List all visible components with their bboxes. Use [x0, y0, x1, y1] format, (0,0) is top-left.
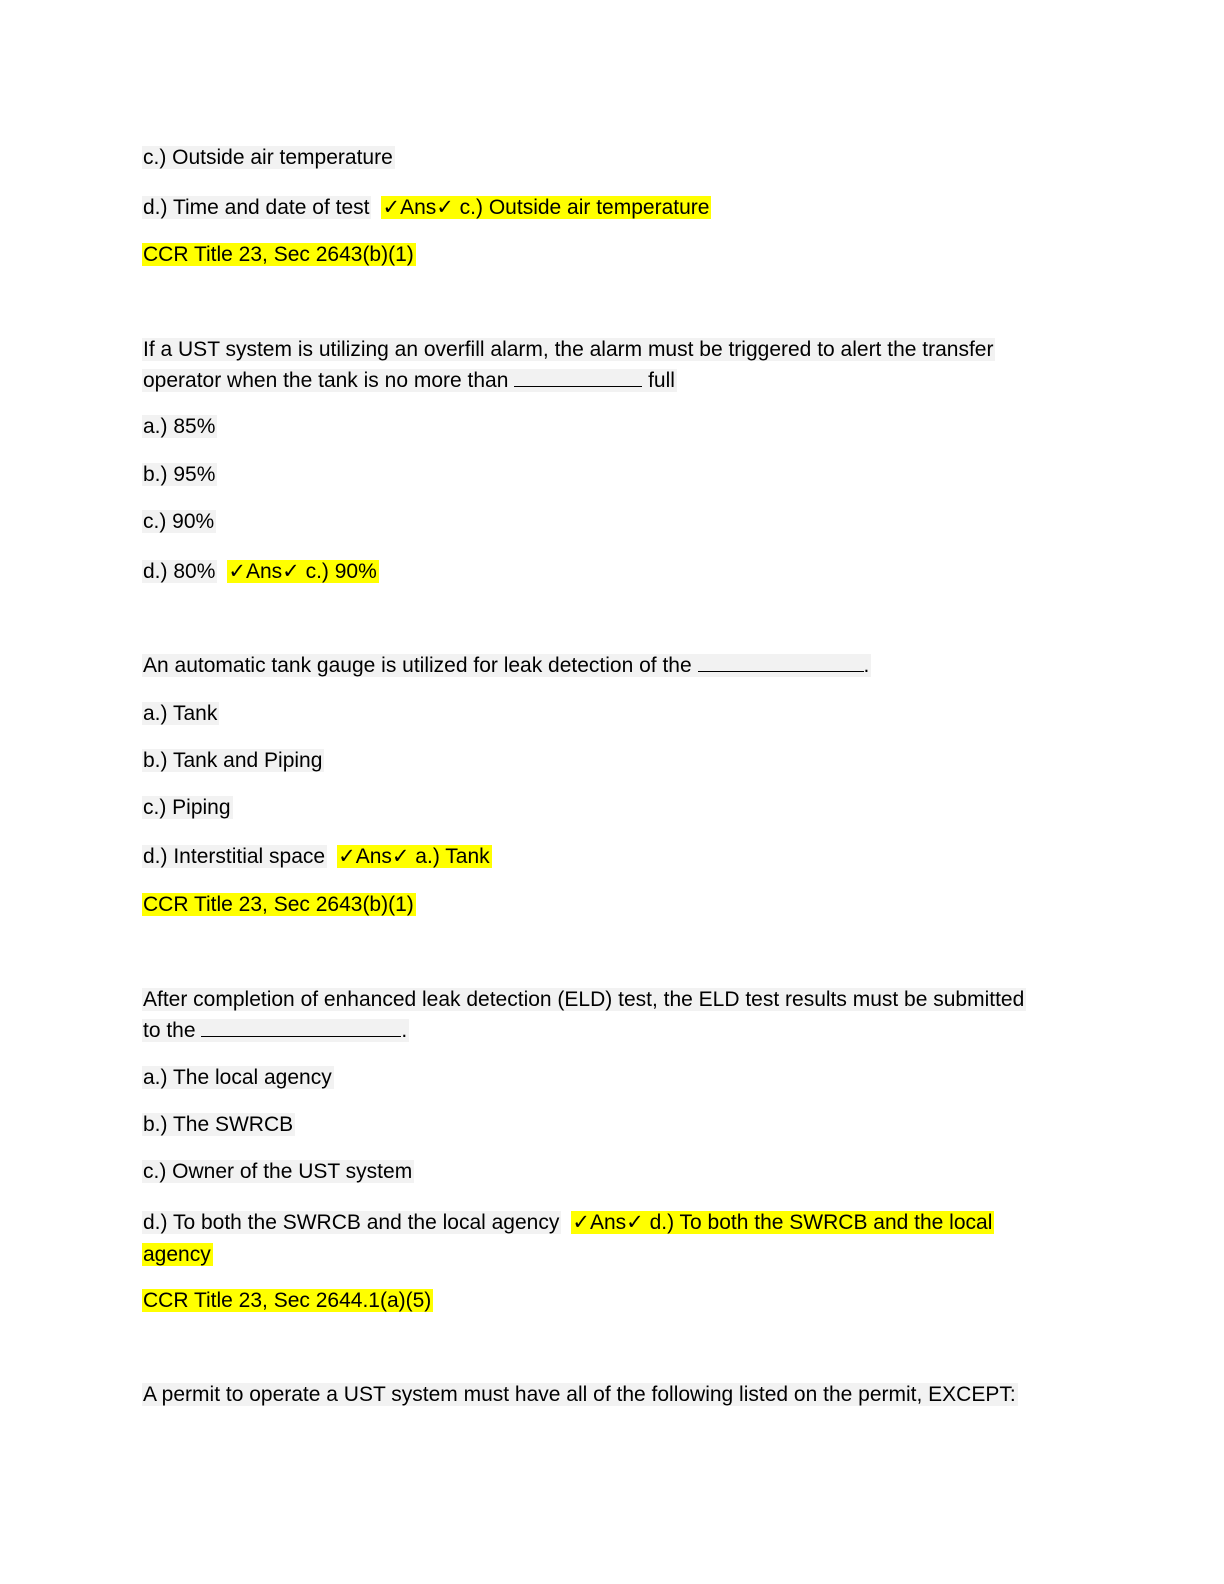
- q2-answer: ✓Ans✓ c.) 90%: [228, 560, 377, 583]
- q4-answer-line2: agency: [143, 1243, 211, 1266]
- q2-option-b: [142, 459, 217, 491]
- q4-option-c: [142, 1156, 414, 1188]
- q3-option-b-text: b.) Tank and Piping: [143, 749, 323, 772]
- q3-answer: ✓Ans✓ a.) Tank: [338, 845, 490, 868]
- q4-option-b-text: b.) The SWRCB: [143, 1113, 294, 1136]
- q3-option-c-text: c.) Piping: [143, 796, 231, 819]
- q5-question-text: A permit to operate a UST system must have all of the following listed on the permit, EXCEPT:: [143, 1383, 1016, 1406]
- q4-question-line1: [142, 984, 1026, 1016]
- q2-option-b-text: b.) 95%: [143, 463, 216, 486]
- q2-option-c: [142, 506, 216, 538]
- q2-option-a: [142, 411, 217, 443]
- q2-option-c-text: c.) 90%: [143, 510, 215, 533]
- q3-reference-row: [142, 889, 416, 921]
- q3-option-a: [142, 698, 219, 730]
- q4-question-text-2: to the: [143, 1019, 196, 1042]
- q3-question-text-2: .: [863, 654, 870, 677]
- q3-option-a-text: a.) Tank: [143, 702, 218, 725]
- q4-option-a: [142, 1062, 334, 1094]
- q4-answer-blank: [201, 1018, 401, 1037]
- q4-option-c-text: c.) Owner of the UST system: [143, 1160, 413, 1183]
- q3-option-d-row: [142, 841, 492, 873]
- q3-reference: CCR Title 23, Sec 2643(b)(1): [143, 893, 414, 916]
- q4-option-a-text: a.) The local agency: [143, 1066, 332, 1089]
- q4-answer-line1: ✓Ans✓ d.) To both the SWRCB and the local: [572, 1211, 993, 1234]
- q4-question-line2: [142, 1015, 409, 1047]
- q2-question-text-3: full: [648, 369, 675, 392]
- q2-option-d-text: d.) 80%: [143, 560, 216, 583]
- q2-option-d-row: [142, 556, 379, 588]
- q4-answer-line2-row: [142, 1239, 213, 1271]
- q2-answer-blank: [514, 368, 642, 387]
- q5-question-line: [142, 1379, 1018, 1411]
- q4-question-text-1: After completion of enhanced leak detection (ELD) test, the ELD test results must be submitted: [143, 988, 1025, 1011]
- q1-option-d-row: [142, 192, 711, 224]
- q2-question-text-2: operator when the tank is no more than: [143, 369, 509, 392]
- q1-option-c-text: c.) Outside air temperature: [143, 146, 393, 169]
- q1-option-c: [142, 142, 395, 174]
- q2-question-text-1: If a UST system is utilizing an overfill alarm, the alarm must be triggered to alert the transfer: [143, 338, 994, 361]
- q4-option-d-text: d.) To both the SWRCB and the local agency: [143, 1211, 560, 1234]
- q4-question-text-3: .: [401, 1019, 408, 1042]
- q3-answer-blank: [698, 653, 864, 672]
- q3-question-text-1: An automatic tank gauge is utilized for leak detection of the: [143, 654, 692, 677]
- q4-reference-row: [142, 1285, 433, 1317]
- q4-option-d-row: [142, 1207, 994, 1239]
- q1-reference-row: [142, 239, 416, 271]
- q3-option-c: [142, 792, 233, 824]
- q3-question-line: [142, 650, 871, 682]
- q4-reference: CCR Title 23, Sec 2644.1(a)(5): [143, 1289, 432, 1312]
- q2-question-line1: [142, 334, 995, 366]
- q2-question-line2: [142, 365, 677, 397]
- q3-option-b: [142, 745, 324, 777]
- q3-option-d-text: d.) Interstitial space: [143, 845, 326, 868]
- q1-answer: ✓Ans✓ c.) Outside air temperature: [382, 196, 710, 219]
- q2-option-a-text: a.) 85%: [143, 415, 216, 438]
- q1-option-d-text: d.) Time and date of test: [143, 196, 370, 219]
- q4-option-b: [142, 1109, 295, 1141]
- q1-reference: CCR Title 23, Sec 2643(b)(1): [143, 243, 414, 266]
